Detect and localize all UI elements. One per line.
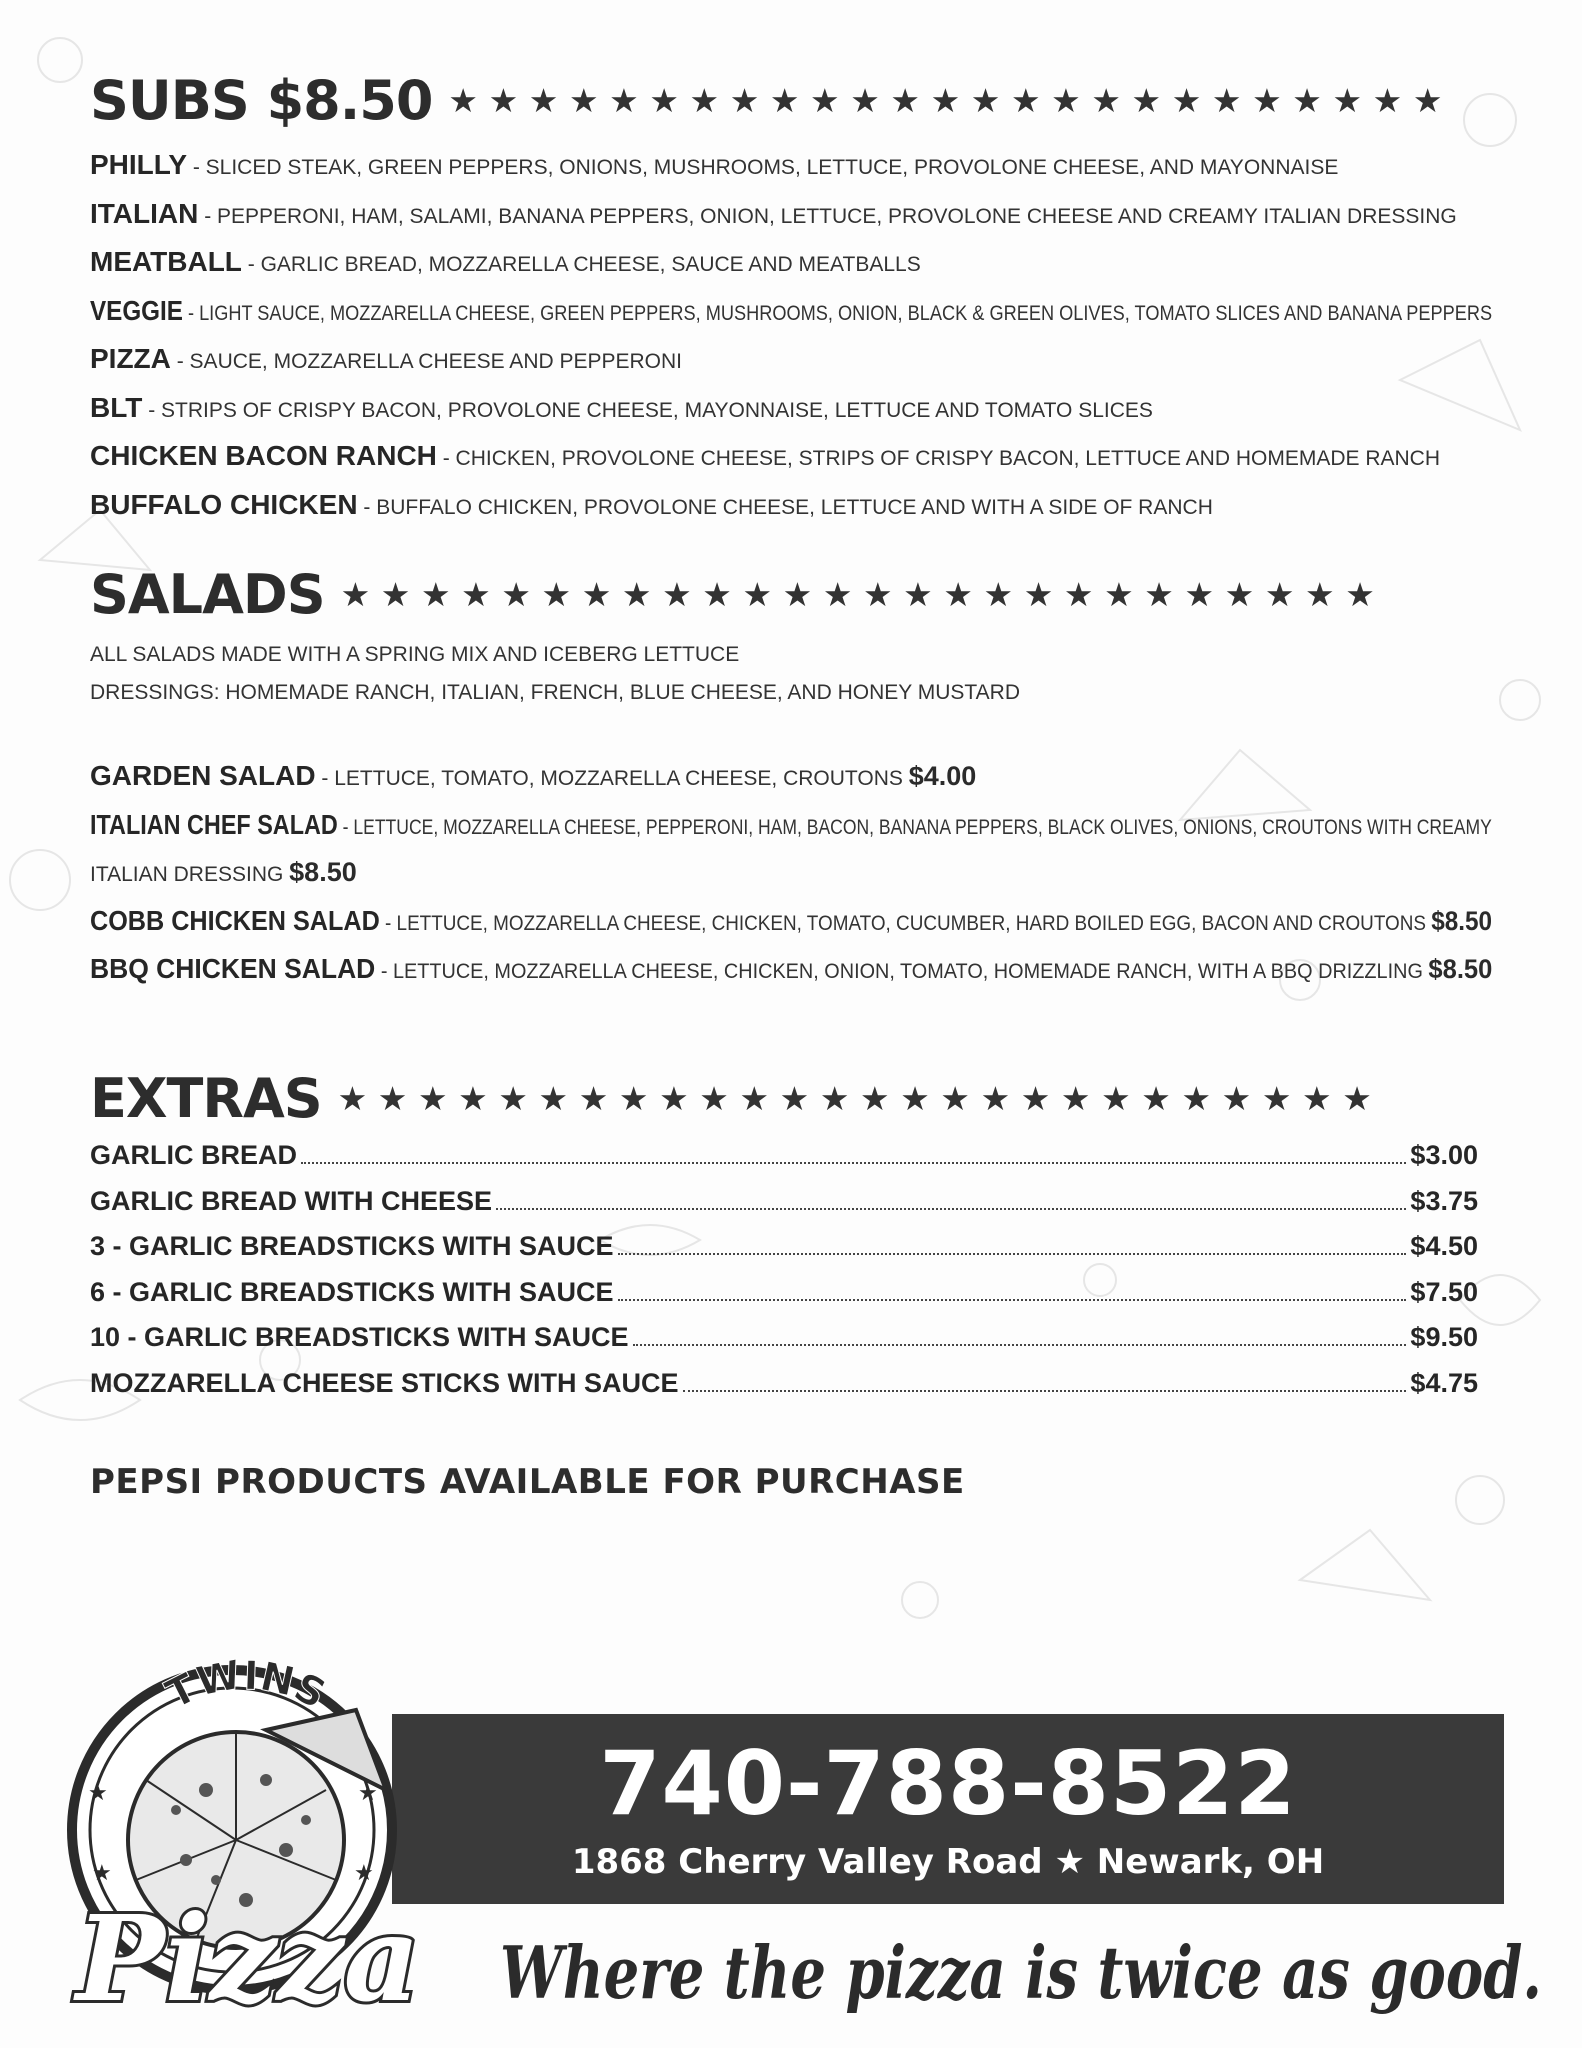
leader-dots — [633, 1344, 1407, 1346]
pepsi-note: PEPSI PRODUCTS AVAILABLE FOR PURCHASE — [90, 1462, 965, 1502]
twins-pizza-logo — [66, 1640, 470, 2030]
sub-desc: - PEPPERONI, HAM, SALAMI, BANANA PEPPERS, ONION, LETTUCE, PROVOLONE CHEESE AND CREAMY ITALIAN DRESSING — [198, 204, 1457, 228]
extra-price: $7.50 — [1410, 1276, 1478, 1307]
sub-name: MEATBALL — [90, 246, 242, 277]
salad-name: BBQ CHICKEN SALAD — [90, 953, 376, 984]
subs-header — [90, 60, 1482, 140]
extra-price: $4.50 — [1410, 1231, 1478, 1261]
salad-name: GARDEN SALAD — [90, 760, 316, 791]
svg-text:★: ★ — [354, 1861, 374, 1886]
salad-price: $8.50 — [1428, 954, 1493, 984]
svg-text:★: ★ — [358, 1781, 378, 1806]
extra-item — [90, 1277, 1478, 1323]
salad-desc: ITALIAN DRESSING — [90, 863, 290, 886]
sub-desc: - GARLIC BREAD, MOZZARELLA CHEESE, SAUCE AND MEATBALLS — [241, 253, 921, 276]
extra-name: MOZZARELLA CHEESE STICKS WITH SAUCE — [90, 1367, 679, 1398]
sub-item-philly — [90, 142, 1492, 191]
sub-name: PIZZA — [90, 343, 171, 374]
sub-desc: - SAUCE, MOZZARELLA CHEESE AND PEPPERONI — [170, 350, 683, 373]
logo-top-text: TWINS — [159, 1652, 333, 1719]
salads-star-divider: ★★★★★★★★★★★★★★★★★★★★★★★★★★ — [340, 575, 1386, 613]
sub-name: PHILLY — [90, 149, 187, 180]
sub-name: VEGGIE — [90, 294, 183, 326]
salad-name: COBB CHICKEN SALAD — [90, 904, 380, 936]
sub-name: BLT — [90, 391, 143, 423]
sub-item-italian — [90, 191, 1492, 240]
svg-text:★: ★ — [88, 1781, 108, 1806]
salad-price: $8.50 — [289, 857, 357, 887]
sub-desc: - SLICED STEAK, GREEN PEPPERS, ONIONS, MUSHROOMS, LETTUCE, PROVOLONE CHEESE, AND MAYONNAISE — [187, 156, 1339, 179]
extras-star-divider: ★★★★★★★★★★★★★★★★★★★★★★★★★★ — [337, 1079, 1383, 1117]
dressings-note: DRESSINGS: HOMEMADE RANCH, ITALIAN, FRENCH, BLUE CHEESE, AND HONEY MUSTARD — [90, 681, 1020, 704]
sub-item-veggie — [90, 288, 1493, 337]
subs-list — [90, 142, 1492, 530]
salad-item-italian-chef-cont — [90, 850, 1492, 898]
sub-item-pizza — [90, 336, 1492, 385]
leader-dots — [683, 1390, 1407, 1392]
svg-text:★: ★ — [92, 1861, 112, 1886]
phone-number[interactable]: 740-788-8522 — [599, 1732, 1297, 1835]
sub-desc: - STRIPS OF CRISPY BACON, PROVOLONE CHEESE, MAYONNAISE, LETTUCE AND TOMATO SLICES — [142, 398, 1153, 422]
extras-title: EXTRAS — [90, 1066, 322, 1130]
sub-name: BUFFALO CHICKEN — [90, 488, 358, 520]
salad-item-garden — [90, 753, 1492, 802]
extra-name: GARLIC BREAD WITH CHEESE — [90, 1185, 493, 1216]
leader-dots — [618, 1253, 1407, 1255]
salad-desc: - LETTUCE, MOZZARELLA CHEESE, PEPPERONI, HAM, BACON, BANANA PEPPERS, BLACK OLIVES, ONIONS, CROUTONS WITH CREAMY — [337, 815, 1492, 839]
leader-dots — [618, 1299, 1407, 1301]
salads-note: ALL SALADS MADE WITH A SPRING MIX AND ICEBERG LETTUCE — [90, 643, 740, 666]
salads-notes — [90, 636, 1492, 712]
salads-title: SALADS — [90, 562, 325, 626]
extra-item — [90, 1368, 1478, 1414]
salad-desc: - LETTUCE, TOMATO, MOZZARELLA CHEESE, CROUTONS — [315, 767, 909, 790]
salad-item-cobb — [90, 898, 1493, 947]
tagline: Where the pizza is twice as good. — [500, 1930, 1542, 2015]
leader-dots — [301, 1162, 1406, 1164]
leader-dots — [496, 1208, 1406, 1210]
subs-star-divider: ★★★★★★★★★★★★★★★★★★★★★★★★★ — [448, 81, 1454, 119]
logo-script-text: Pizza — [76, 1889, 421, 2028]
extra-item — [90, 1186, 1478, 1232]
extra-name: GARLIC BREAD — [90, 1140, 297, 1170]
salad-price: $4.00 — [908, 761, 977, 791]
salad-name: ITALIAN CHEF SALAD — [90, 808, 338, 840]
sub-item-blt — [90, 385, 1492, 434]
extra-price: $3.75 — [1410, 1185, 1478, 1216]
extra-price: $9.50 — [1410, 1322, 1478, 1352]
extra-item — [90, 1231, 1478, 1277]
salad-desc: - LETTUCE, MOZZARELLA CHEESE, CHICKEN, ONION, TOMATO, HOMEMADE RANCH, WITH A BBQ DRIZZLING — [375, 960, 1429, 983]
extras-header — [90, 1058, 1482, 1138]
extra-item — [90, 1140, 1478, 1186]
salad-item-italian-chef — [90, 802, 1492, 851]
salads-header — [90, 554, 1482, 634]
extra-price: $4.75 — [1410, 1367, 1478, 1398]
sub-name: CHICKEN BACON RANCH — [90, 440, 437, 471]
extra-item — [90, 1322, 1478, 1368]
sub-desc: - CHICKEN, PROVOLONE CHEESE, STRIPS OF CRISPY BACON, LETTUCE AND HOMEMADE RANCH — [436, 447, 1440, 470]
salad-price: $8.50 — [1431, 905, 1493, 936]
subs-title: SUBS $8.50 — [90, 68, 433, 132]
extra-name: 10 - GARLIC BREADSTICKS WITH SAUCE — [90, 1322, 629, 1352]
sub-item-buffalo-chicken — [90, 482, 1492, 531]
salad-desc: - LETTUCE, MOZZARELLA CHEESE, CHICKEN, TOMATO, CUCUMBER, HARD BOILED EGG, BACON AND CROUTONS — [379, 911, 1432, 935]
sub-item-chicken-bacon-ranch — [90, 433, 1492, 482]
salads-list — [90, 753, 1492, 995]
extra-name: 6 - GARLIC BREADSTICKS WITH SAUCE — [90, 1276, 614, 1307]
salad-item-bbq — [90, 946, 1493, 995]
extra-name: 3 - GARLIC BREADSTICKS WITH SAUCE — [90, 1231, 614, 1261]
sub-item-meatball — [90, 239, 1492, 288]
sub-name: ITALIAN — [90, 197, 199, 229]
sub-desc: - LIGHT SAUCE, MOZZARELLA CHEESE, GREEN PEPPERS, MUSHROOMS, ONION, BLACK & GREEN OLIVES, TOMATO SLICES AND BANANA PEPPERS — [182, 301, 1493, 325]
extra-price: $3.00 — [1410, 1140, 1478, 1170]
extras-list — [90, 1140, 1478, 1413]
contact-banner — [392, 1714, 1504, 1904]
address: 1868 Cherry Valley Road ★ Newark, OH — [571, 1842, 1325, 1882]
sub-desc: - BUFFALO CHICKEN, PROVOLONE CHEESE, LETTUCE AND WITH A SIDE OF RANCH — [357, 495, 1213, 519]
